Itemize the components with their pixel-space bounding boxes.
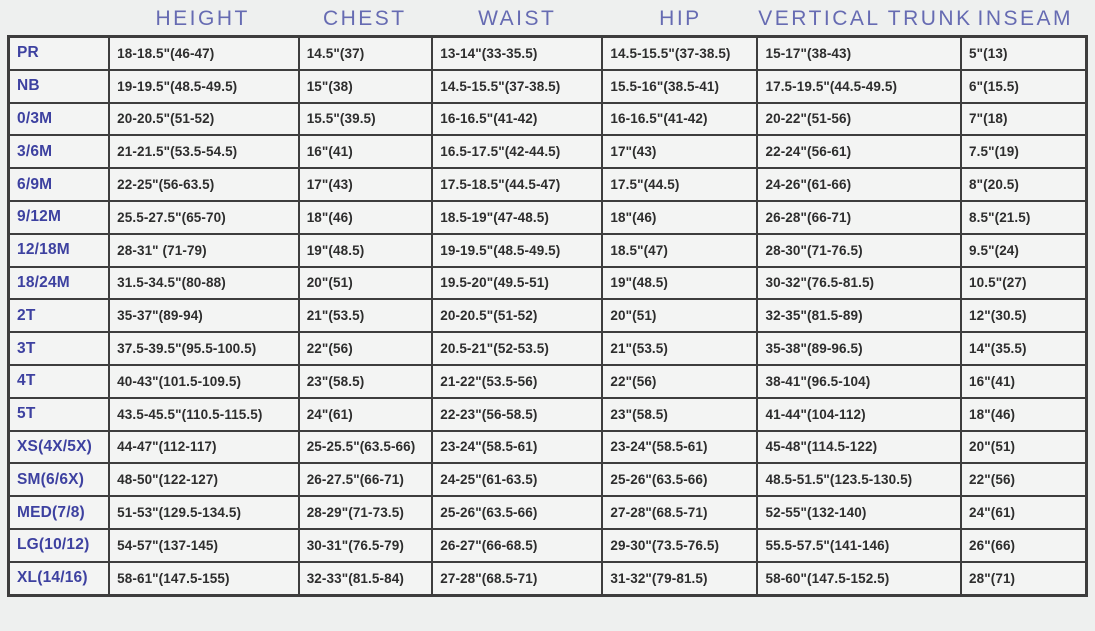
cell-inseam: 16"(41)	[961, 365, 1086, 398]
cell-chest: 28-29"(71-73.5)	[299, 496, 433, 529]
cell-height: 43.5-45.5"(110.5-115.5)	[109, 398, 299, 431]
cell-hip: 25-26"(63.5-66)	[602, 463, 757, 496]
cell-vertical-trunk: 48.5-51.5"(123.5-130.5)	[757, 463, 961, 496]
table-row	[9, 496, 1086, 529]
cell-chest: 18"(46)	[299, 201, 433, 234]
cell-inseam: 14"(35.5)	[961, 332, 1086, 365]
cell-height: 20-20.5"(51-52)	[109, 103, 299, 136]
cell-inseam: 9.5"(24)	[961, 234, 1086, 267]
cell-waist: 26-27"(66-68.5)	[432, 529, 602, 562]
cell-height: 31.5-34.5"(80-88)	[109, 267, 299, 300]
cell-height: 25.5-27.5"(65-70)	[109, 201, 299, 234]
cell-height: 35-37"(89-94)	[109, 299, 299, 332]
cell-chest: 32-33"(81.5-84)	[299, 562, 433, 595]
table-row	[9, 168, 1086, 201]
cell-hip: 22"(56)	[602, 365, 757, 398]
cell-hip: 15.5-16"(38.5-41)	[602, 70, 757, 103]
cell-waist: 14.5-15.5"(37-38.5)	[432, 70, 602, 103]
cell-height: 51-53"(129.5-134.5)	[109, 496, 299, 529]
size-label: MED(7/8)	[9, 496, 109, 529]
table-row	[9, 267, 1086, 300]
cell-vertical-trunk: 24-26"(61-66)	[757, 168, 961, 201]
cell-hip: 14.5-15.5"(37-38.5)	[602, 37, 757, 70]
size-label: 3/6M	[9, 135, 109, 168]
table-row	[9, 398, 1086, 431]
table-row	[9, 37, 1086, 70]
cell-inseam: 6"(15.5)	[961, 70, 1086, 103]
cell-inseam: 12"(30.5)	[961, 299, 1086, 332]
size-label: PR	[9, 37, 109, 70]
cell-inseam: 8.5"(21.5)	[961, 201, 1086, 234]
table-row	[9, 562, 1086, 595]
cell-inseam: 10.5"(27)	[961, 267, 1086, 300]
cell-height: 28-31" (71-79)	[109, 234, 299, 267]
cell-chest: 15"(38)	[299, 70, 433, 103]
cell-hip: 27-28"(68.5-71)	[602, 496, 757, 529]
table-row	[9, 431, 1086, 464]
size-chart-body	[9, 37, 1086, 595]
cell-vertical-trunk: 58-60"(147.5-152.5)	[757, 562, 961, 595]
cell-height: 19-19.5"(48.5-49.5)	[109, 70, 299, 103]
cell-inseam: 28"(71)	[961, 562, 1086, 595]
cell-vertical-trunk: 28-30"(71-76.5)	[757, 234, 961, 267]
column-header-height: HEIGHT	[155, 7, 250, 30]
cell-hip: 23"(58.5)	[602, 398, 757, 431]
cell-vertical-trunk: 15-17"(38-43)	[757, 37, 961, 70]
table-row	[9, 135, 1086, 168]
size-label: 6/9M	[9, 168, 109, 201]
cell-hip: 17"(43)	[602, 135, 757, 168]
cell-inseam: 24"(61)	[961, 496, 1086, 529]
size-label: 3T	[9, 332, 109, 365]
table-row	[9, 365, 1086, 398]
column-header-row	[7, 2, 1088, 35]
table-row	[9, 70, 1086, 103]
cell-height: 37.5-39.5"(95.5-100.5)	[109, 332, 299, 365]
corner-spacer	[7, 31, 108, 35]
cell-waist: 27-28"(68.5-71)	[432, 562, 602, 595]
column-header-inseam: INSEAM	[977, 7, 1074, 30]
cell-inseam: 20"(51)	[961, 431, 1086, 464]
cell-chest: 14.5"(37)	[299, 37, 433, 70]
cell-vertical-trunk: 41-44"(104-112)	[757, 398, 961, 431]
cell-vertical-trunk: 26-28"(66-71)	[757, 201, 961, 234]
size-label: 0/3M	[9, 103, 109, 136]
table-row	[9, 299, 1086, 332]
cell-height: 48-50"(122-127)	[109, 463, 299, 496]
cell-vertical-trunk: 22-24"(56-61)	[757, 135, 961, 168]
cell-waist: 19-19.5"(48.5-49.5)	[432, 234, 602, 267]
cell-height: 22-25"(56-63.5)	[109, 168, 299, 201]
column-header-hip: HIP	[659, 7, 702, 30]
cell-inseam: 18"(46)	[961, 398, 1086, 431]
size-label: LG(10/12)	[9, 529, 109, 562]
cell-hip: 17.5"(44.5)	[602, 168, 757, 201]
size-label: 5T	[9, 398, 109, 431]
cell-waist: 17.5-18.5"(44.5-47)	[432, 168, 602, 201]
table-row	[9, 234, 1086, 267]
cell-waist: 18.5-19"(47-48.5)	[432, 201, 602, 234]
size-label: 4T	[9, 365, 109, 398]
cell-height: 21-21.5"(53.5-54.5)	[109, 135, 299, 168]
cell-waist: 20-20.5"(51-52)	[432, 299, 602, 332]
cell-inseam: 5"(13)	[961, 37, 1086, 70]
cell-hip: 18"(46)	[602, 201, 757, 234]
cell-vertical-trunk: 35-38"(89-96.5)	[757, 332, 961, 365]
cell-inseam: 26"(66)	[961, 529, 1086, 562]
cell-hip: 20"(51)	[602, 299, 757, 332]
cell-hip: 19"(48.5)	[602, 267, 757, 300]
cell-hip: 23-24"(58.5-61)	[602, 431, 757, 464]
column-header-chest: CHEST	[322, 7, 407, 30]
cell-chest: 22"(56)	[299, 332, 433, 365]
size-label: SM(6/6X)	[9, 463, 109, 496]
table-row	[9, 201, 1086, 234]
cell-waist: 13-14"(33-35.5)	[432, 37, 602, 70]
cell-waist: 20.5-21"(52-53.5)	[432, 332, 602, 365]
cell-vertical-trunk: 38-41"(96.5-104)	[757, 365, 961, 398]
cell-waist: 19.5-20"(49.5-51)	[432, 267, 602, 300]
cell-inseam: 7.5"(19)	[961, 135, 1086, 168]
cell-hip: 21"(53.5)	[602, 332, 757, 365]
cell-chest: 26-27.5"(66-71)	[299, 463, 433, 496]
cell-vertical-trunk: 32-35"(81.5-89)	[757, 299, 961, 332]
cell-inseam: 8"(20.5)	[961, 168, 1086, 201]
size-label: 9/12M	[9, 201, 109, 234]
cell-vertical-trunk: 45-48"(114.5-122)	[757, 431, 961, 464]
cell-chest: 17"(43)	[299, 168, 433, 201]
cell-inseam: 7"(18)	[961, 103, 1086, 136]
cell-vertical-trunk: 52-55"(132-140)	[757, 496, 961, 529]
size-label: XS(4X/5X)	[9, 431, 109, 464]
cell-height: 18-18.5"(46-47)	[109, 37, 299, 70]
column-header-vertical-trunk: VERTICAL TRUNK	[758, 7, 973, 30]
cell-hip: 29-30"(73.5-76.5)	[602, 529, 757, 562]
size-chart-table	[7, 35, 1088, 597]
cell-chest: 20"(51)	[299, 267, 433, 300]
cell-hip: 16-16.5"(41-42)	[602, 103, 757, 136]
size-label: XL(14/16)	[9, 562, 109, 595]
cell-chest: 21"(53.5)	[299, 299, 433, 332]
cell-waist: 24-25"(61-63.5)	[432, 463, 602, 496]
cell-chest: 19"(48.5)	[299, 234, 433, 267]
cell-hip: 18.5"(47)	[602, 234, 757, 267]
cell-chest: 15.5"(39.5)	[299, 103, 433, 136]
cell-chest: 16"(41)	[299, 135, 433, 168]
table-row	[9, 529, 1086, 562]
cell-height: 40-43"(101.5-109.5)	[109, 365, 299, 398]
cell-inseam: 22"(56)	[961, 463, 1086, 496]
cell-height: 54-57"(137-145)	[109, 529, 299, 562]
cell-chest: 23"(58.5)	[299, 365, 433, 398]
cell-waist: 21-22"(53.5-56)	[432, 365, 602, 398]
cell-waist: 25-26"(63.5-66)	[432, 496, 602, 529]
cell-vertical-trunk: 17.5-19.5"(44.5-49.5)	[757, 70, 961, 103]
cell-chest: 24"(61)	[299, 398, 433, 431]
cell-chest: 30-31"(76.5-79)	[299, 529, 433, 562]
size-label: 12/18M	[9, 234, 109, 267]
cell-height: 58-61"(147.5-155)	[109, 562, 299, 595]
size-label: 18/24M	[9, 267, 109, 300]
cell-vertical-trunk: 55.5-57.5"(141-146)	[757, 529, 961, 562]
cell-height: 44-47"(112-117)	[109, 431, 299, 464]
cell-waist: 16.5-17.5"(42-44.5)	[432, 135, 602, 168]
size-label: 2T	[9, 299, 109, 332]
cell-waist: 22-23"(56-58.5)	[432, 398, 602, 431]
cell-hip: 31-32"(79-81.5)	[602, 562, 757, 595]
cell-waist: 23-24"(58.5-61)	[432, 431, 602, 464]
table-row	[9, 103, 1086, 136]
column-header-waist: WAIST	[478, 7, 557, 30]
cell-chest: 25-25.5"(63.5-66)	[299, 431, 433, 464]
cell-waist: 16-16.5"(41-42)	[432, 103, 602, 136]
table-row	[9, 463, 1086, 496]
cell-vertical-trunk: 20-22"(51-56)	[757, 103, 961, 136]
size-label: NB	[9, 70, 109, 103]
table-row	[9, 332, 1086, 365]
cell-vertical-trunk: 30-32"(76.5-81.5)	[757, 267, 961, 300]
